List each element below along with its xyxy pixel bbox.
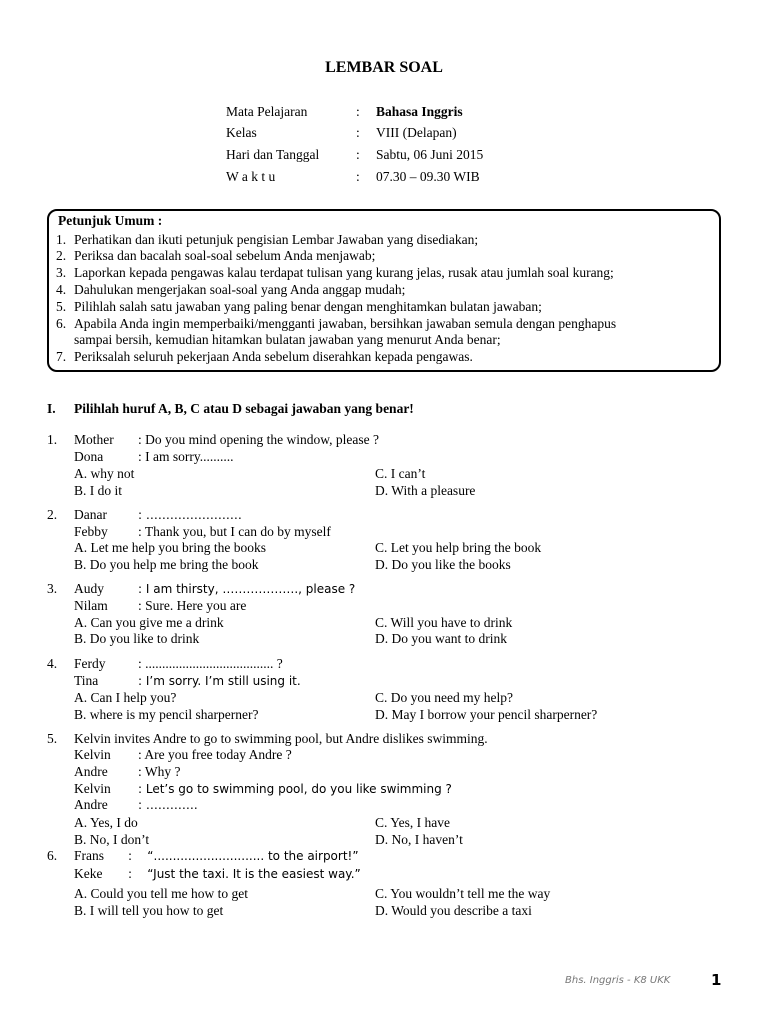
- section-title: Pilihlah huruf A, B, C atau D sebagai jawaban yang benar!: [74, 401, 414, 416]
- question-stem: Kelvin invites Andre to go to swimming pool, but Andre dislikes swimming.: [74, 731, 488, 746]
- dialogue-line: : Do you mind opening the window, please ?: [138, 432, 379, 447]
- dialogue-line: : Why ?: [138, 764, 181, 779]
- speaker: Danar: [74, 507, 107, 522]
- speaker: Nilam: [74, 598, 108, 613]
- question-number: 2.: [47, 507, 58, 522]
- page-title: LEMBAR SOAL: [325, 59, 443, 76]
- dialogue-line: : I am sorry..........: [138, 449, 234, 464]
- speaker: Mother: [74, 432, 114, 447]
- section-number: I.: [47, 401, 56, 416]
- dialogue-line: : “............................. to the airport!”: [128, 849, 359, 863]
- question-number: 1.: [47, 432, 58, 447]
- question-number: 6.: [47, 848, 58, 863]
- info-label: W a k t u: [226, 169, 276, 184]
- option-a: A. Yes, I do: [74, 815, 138, 830]
- option-c: C. Will you have to drink: [375, 615, 513, 630]
- speaker: Andre: [74, 764, 108, 779]
- option-b: B. Do you like to drink: [74, 631, 200, 646]
- option-b: B. where is my pencil sharperner?: [74, 707, 259, 722]
- option-b: B. No, I don’t: [74, 832, 150, 847]
- option-a: A. Could you tell me how to get: [74, 886, 248, 901]
- instructions-title: Petunjuk Umum :: [58, 213, 163, 228]
- footer-text: Bhs. Inggris - K8 UKK: [565, 975, 671, 986]
- option-a: A. Can you give me a drink: [74, 615, 224, 630]
- option-c: C. Let you help bring the book: [375, 540, 542, 555]
- option-a: A. Let me help you bring the books: [74, 540, 266, 555]
- option-c: C. Do you need my help?: [375, 690, 513, 705]
- speaker: Tina: [74, 673, 99, 688]
- dialogue-line: : Thank you, but I can do by myself: [138, 524, 331, 539]
- speaker: Kelvin: [74, 781, 111, 796]
- dialogue-line: : ………….: [138, 798, 198, 812]
- option-d: D. With a pleasure: [375, 483, 476, 498]
- info-label: Hari dan Tanggal: [226, 147, 320, 162]
- speaker: Dona: [74, 449, 104, 464]
- speaker: Keke: [74, 866, 103, 881]
- info-value: VIII (Delapan): [376, 125, 457, 140]
- info-value: Sabtu, 06 Juni 2015: [376, 147, 484, 162]
- option-d: D. Do you want to drink: [375, 631, 507, 646]
- speaker: Andre: [74, 797, 108, 812]
- option-d: D. No, I haven’t: [375, 832, 463, 847]
- option-b: B. Do you help me bring the book: [74, 557, 259, 572]
- info-label: Mata Pelajaran: [226, 104, 308, 119]
- option-c: C. Yes, I have: [375, 815, 451, 830]
- option-b: B. I do it: [74, 483, 123, 498]
- dialogue-line: : “Just the taxi. It is the easiest way.”: [128, 867, 361, 881]
- option-d: D. Do you like the books: [375, 557, 511, 572]
- option-c: C. You wouldn’t tell me the way: [375, 886, 551, 901]
- question-number: 5.: [47, 731, 58, 746]
- option-d: D. May I borrow your pencil sharperner?: [375, 707, 598, 722]
- dialogue-line: : ……………………: [138, 508, 242, 522]
- page-number: 1: [711, 971, 722, 989]
- info-value: Bahasa Inggris: [376, 104, 463, 119]
- dialogue-line: : ...................................... ?: [138, 656, 283, 671]
- dialogue-line: : Sure. Here you are: [138, 598, 247, 613]
- info-label: Kelas: [226, 125, 257, 140]
- speaker: Frans: [74, 848, 104, 863]
- option-d: D. Would you describe a taxi: [375, 903, 532, 918]
- option-a: A. Can I help you?: [74, 690, 177, 705]
- speaker: Ferdy: [74, 656, 106, 671]
- option-c: C. I can’t: [375, 466, 426, 481]
- option-b: B. I will tell you how to get: [74, 903, 224, 918]
- dialogue-line: : I’m sorry. I’m still using it.: [138, 674, 301, 688]
- speaker: Audy: [74, 581, 104, 596]
- dialogue-line: : Let’s go to swimming pool, do you like swimming ?: [138, 782, 452, 796]
- speaker: Febby: [74, 524, 108, 539]
- dialogue-line: : Are you free today Andre ?: [138, 747, 292, 762]
- dialogue-line: : I am thirsty, ………………., please ?: [138, 582, 356, 596]
- option-a: A. why not: [74, 466, 135, 481]
- question-number: 3.: [47, 581, 58, 596]
- speaker: Kelvin: [74, 747, 111, 762]
- info-value: 07.30 – 09.30 WIB: [376, 169, 480, 184]
- question-number: 4.: [47, 656, 58, 671]
